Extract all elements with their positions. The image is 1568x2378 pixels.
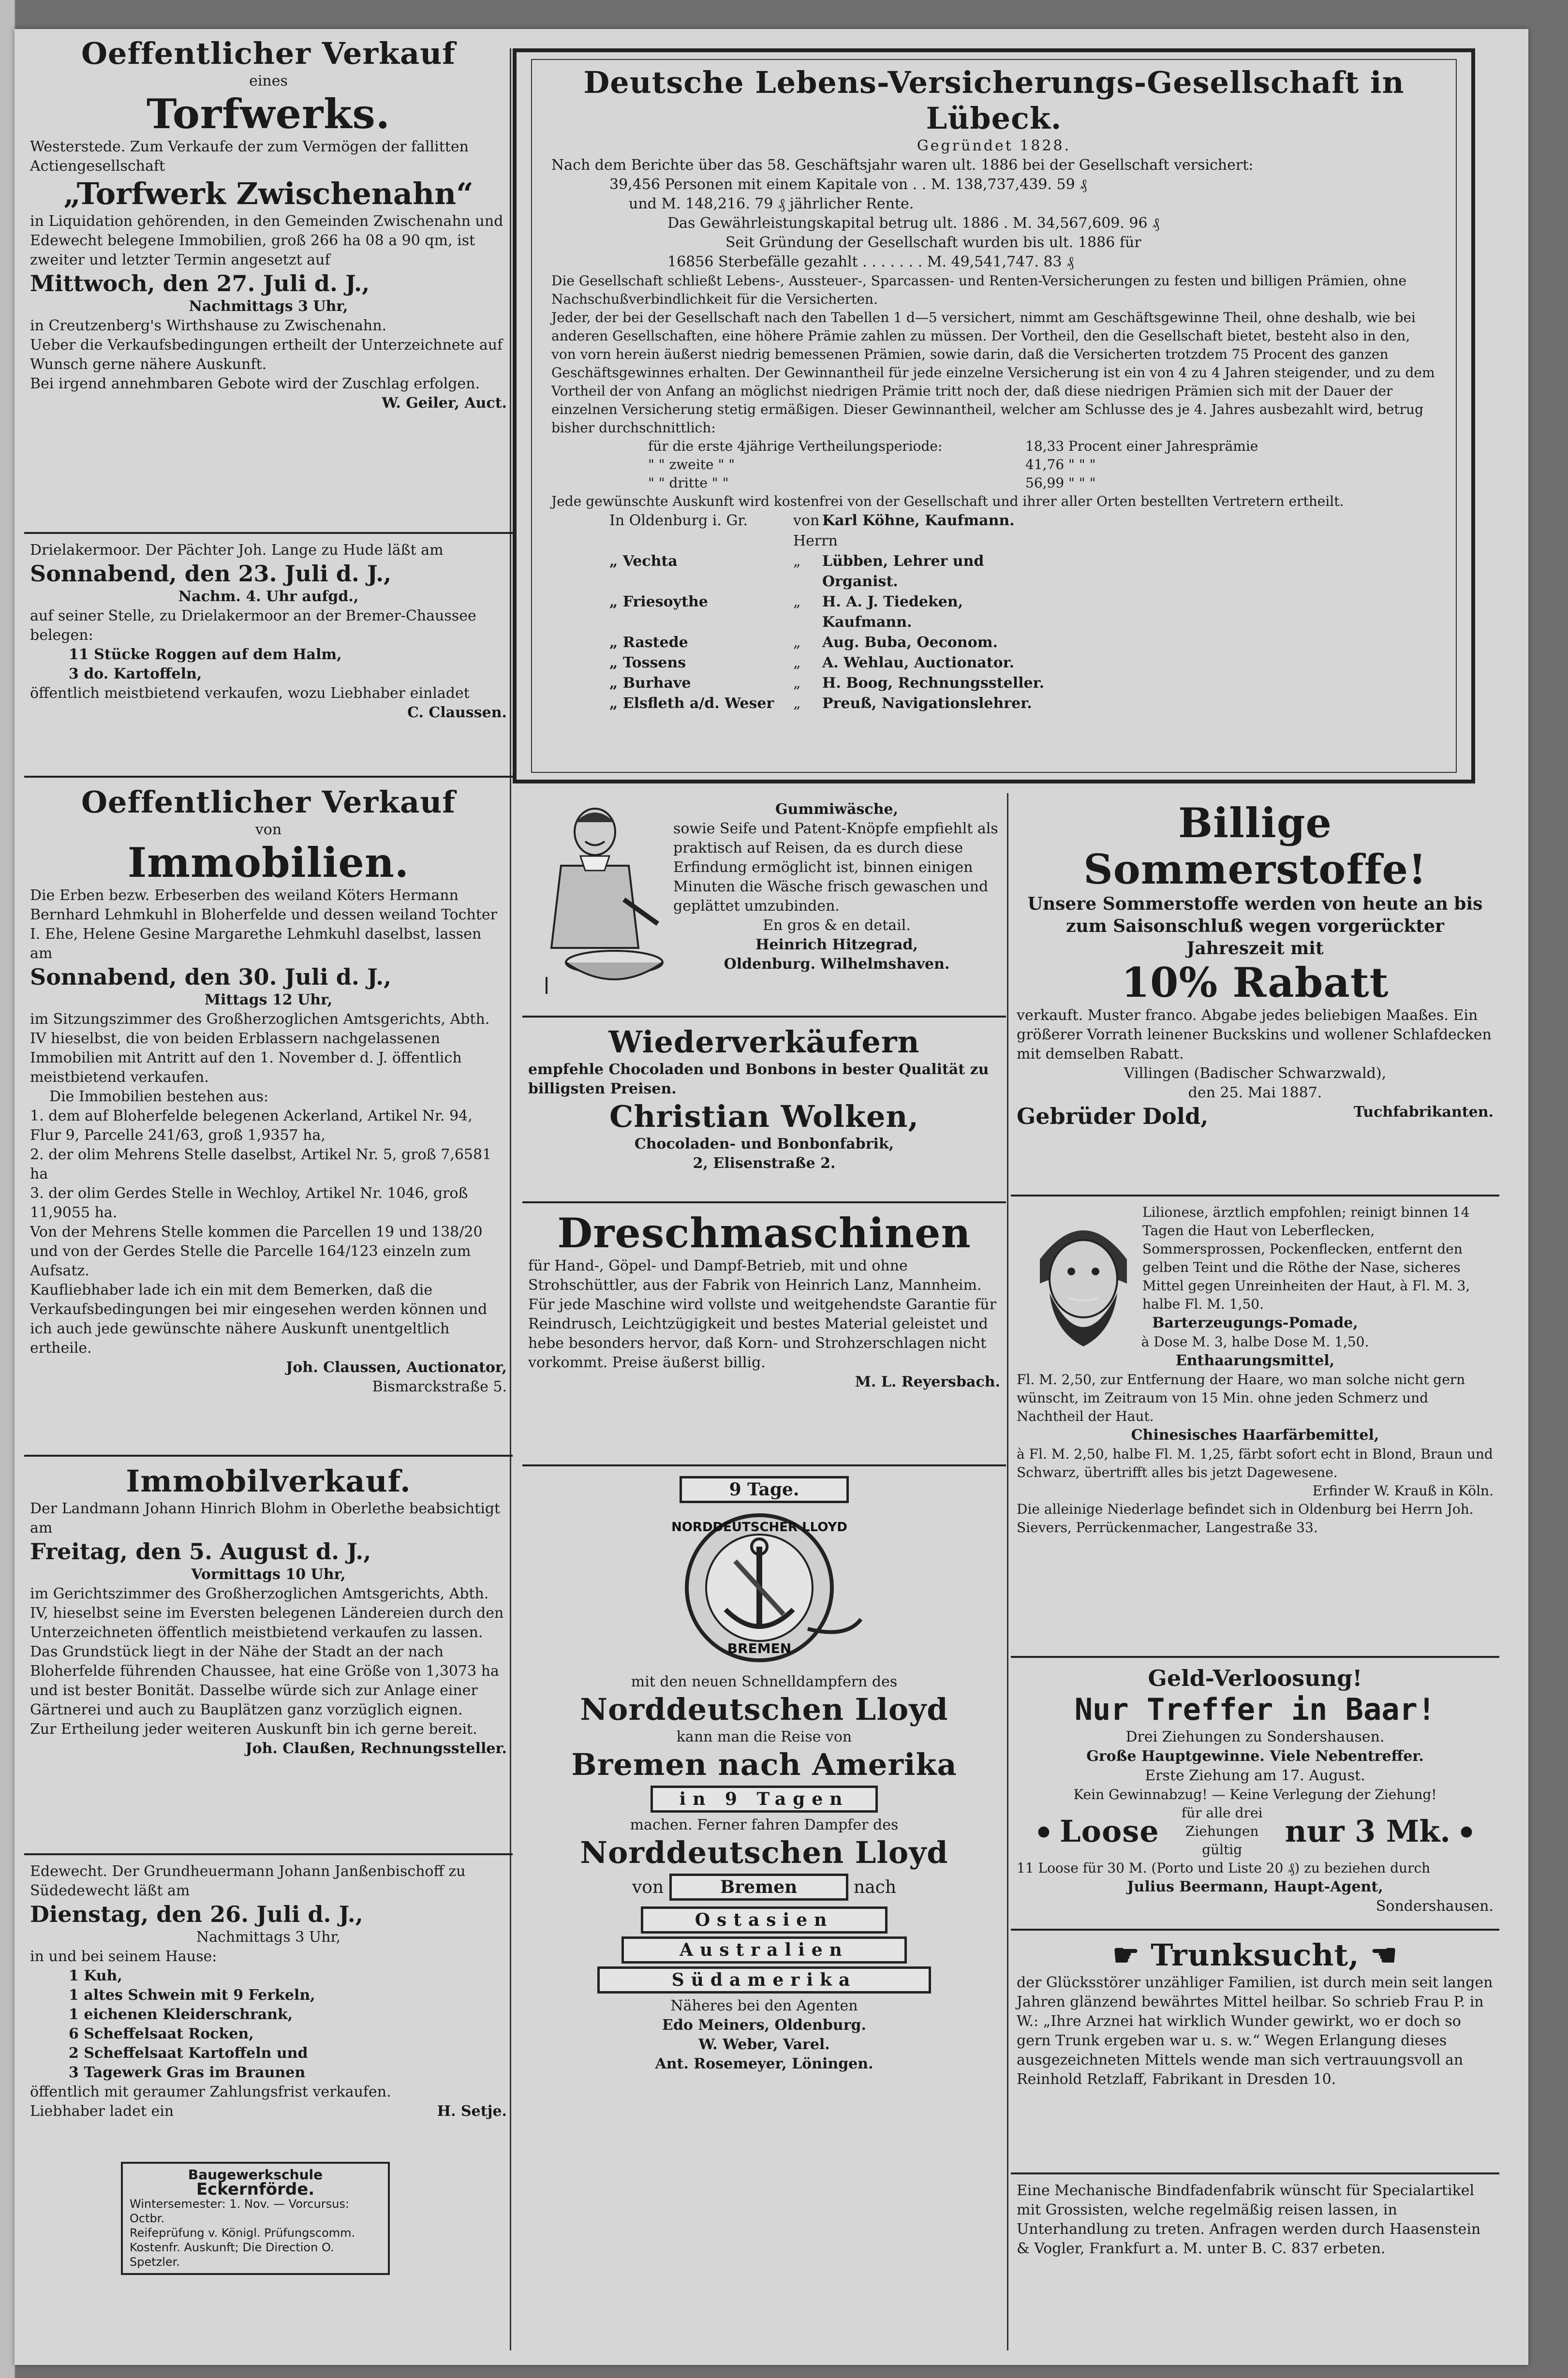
agent-place: „ Tossens [609,654,686,671]
school-name: Baugewerkschule [188,2167,323,2183]
list-item: 3 do. Kartoffeln, [69,665,202,682]
ad-immobilverkauf [24,1457,513,1853]
paragraph: Jede gewünschte Auskunft wird kostenfrei von der Gesellschaft und ihrer aller Orten bestellten Vertretern ertheilt. [551,493,1344,509]
paragraph: Zur Ertheilung jeder weiteren Auskunft bin ich gerne bereit. [30,1721,477,1738]
rate-label: " " zweite " " [648,457,735,473]
right-column [1011,793,1499,2365]
agents-list [609,511,1436,714]
agent-sep: „ [793,654,801,671]
agent-name: A. Wehlau, Auctionator. [822,654,1015,671]
paragraph: im Sitzungszimmer des Großherzoglichen Amtsgerichts, Abth. IV hieselbst, die von beiden Erblassern nachgelassenen Immobilien mit Antritt auf den 1. November d. J. öffentlich meistbietend verkaufen. [30,1011,490,1086]
paragraph [30,2102,507,2121]
paragraph: in Creutzenberg's Wirthshause zu Zwischenahn. [30,317,387,334]
time-line: Nachmittags 3 Uhr, [196,1929,341,1946]
inventor: Erfinder W. Krauß in Köln. [1312,1483,1494,1499]
stat-line: 39,456 Personen mit einem Kapitale von . . M. 138,737,439. 59 ₰ [609,176,1087,193]
rate-value: 56,99 " " " [1025,475,1096,491]
ad-geld-verloosung [1011,1658,1499,1929]
paragraph: empfehle Chocoladen und Bonbons in bester Qualität zu billigsten Preisen. [528,1061,989,1097]
product-title: Enthaarungsmittel, [1175,1352,1335,1369]
paragraph: für Hand-, Göpel- und Dampf-Betrieb, mit und ohne Strohschüttler, aus der Fabrik von Heinrich Lanz, Mannheim. [528,1257,982,1294]
man-washing-illustration [527,803,672,996]
paragraph: sowie Seife und Patent-Knöpfe empfiehlt als praktisch auf Reisen, da es durch diese Erfindung ermöglicht ist, binnen einigen Minuten die Wäsche frisch gewaschen und geplättet umzubinden. [673,820,998,915]
address: Sondershausen. [1376,1898,1494,1915]
list-item: 1 altes Schwein mit 9 Ferkeln, [69,1987,315,2004]
agent-name: Lübben, Lehrer und Organist. [822,553,984,590]
product-title: Barterzeugungs-Pomade, [1152,1315,1358,1331]
school-town: Eckernförde. [196,2180,315,2199]
ad-dreschmaschinen [522,1203,1006,1464]
paragraph: in Liquidation gehörenden, in den Gemeinden Zwischenahn und Edewecht belegene Immobilien, groß 266 ha 08 a 90 qm, ist zweiter und letzter Termin angesetzt auf [30,213,503,268]
time-line: Nachmittags 3 Uhr, [189,298,348,315]
date-line: Mittwoch, den 27. Juli d. J., [30,270,370,296]
destination-box: Ostasien [641,1906,888,1934]
agent-sep: „ [793,675,801,692]
heading: Billige [1178,799,1332,847]
ad-trunksucht [1011,1931,1499,2172]
heading: Gummiwäsche, [775,801,899,818]
heading: Immobilverkauf. [126,1463,411,1499]
agent-place: „ Friesoythe [609,593,708,610]
paragraph: machen. Ferner fahren Dampfer des [630,1817,899,1833]
signature: C. Claussen. [407,704,507,721]
invite-text: Liebhaber ladet ein [30,2103,174,2120]
adjacent-page-edge [0,0,15,2378]
paragraph: Eine Mechanische Bindfadenfabrik wünscht für Specialartikel mit Grossisten, welche regelmäßig reisen lassen, in Unterhandlung zu treten. Anfragen werden durch Haasenstein & Vogler, Frankfurt a. M. unter B. C. 837 erbeten. [1017,2182,1481,2257]
signature: Julius Beermann, Haupt-Agent, [1127,1878,1383,1895]
ad-gummiwaesche [522,793,1006,1016]
list-item: 3. der olim Gerdes Stelle in Wechloy, Artikel Nr. 1046, groß 11,9055 ha. [30,1185,468,1221]
school-info: Kostenfr. Auskunft; Die Direction O. Spetzler. [130,2241,334,2269]
seal-text-bottom: BREMEN [727,1640,792,1656]
paragraph: öffentlich mit geraumer Zahlungsfrist verkaufen. [30,2083,391,2100]
stat-line: Nach dem Berichte über das 58. Geschäftsjahr waren ult. 1886 bei der Gesellschaft versichert: [551,157,1254,174]
ad-wiederverkaeufer [522,1018,1006,1201]
signature: W. Geiler, Auct. [382,395,507,412]
paragraph: Drei Ziehungen zu Sondershausen. [1125,1728,1385,1745]
rate-value: 41,76 " " " [1025,457,1096,473]
origin-box: Bremen [669,1874,848,1901]
signature: M. L. Reyersbach. [855,1374,1000,1390]
paragraph: Große Hauptgewinne. Viele Nebentreffer. [1086,1748,1424,1765]
ad-lilionese [1011,1196,1499,1656]
paragraph: Jeder, der bei der Gesellschaft nach den Tabellen 1 d—5 versichert, nimmt am Geschäftsgewinne Theil, ohne deshalb, wie bei anderen Gesellschaften, eine höhere Prämie zahlen zu müssen. Der Vortheil, den die Gesellschaft bietet, besteht also in den, von vorn herein äußerst niedrig bemessenen Prämien, sowie darin, daß die Versicherten trotzdem 75 Procent des ganzen Geschäftsgewinnes erhalten. Der Gewinnantheil für jede einzelne Versicherung ist ein von 4 zu 4 Jahren steigender, und zu dem Vortheil der von Anfang an möglichst niedrigen Prämie tritt noch der, daß diese niedrigen Prämien sich mit der Dauer der einzelnen Versicherung stetig ermäßigen. Dieser Gewinnantheil, welcher am Schlusse des je 4. Jahres ausbezahlt wird, betrug bisher durchschnittlich: [551,310,1435,436]
heading: Deutsche Lebens-Versicherungs-Gesellschaft in Lübeck. [583,65,1405,136]
days-box: 9 Tage. [680,1476,849,1503]
company-name: Norddeutschen Lloyd [580,1692,948,1727]
signature-line [1017,1103,1494,1130]
paragraph: mit den neuen Schnelldampfern des [631,1673,898,1690]
paragraph: im Gerichtszimmer des Großherzoglichen Amtsgerichts, Abth. IV, hieselbst seine im Eversten belegenen Ländereien durch den Unterzeichneten öffentlich meistbietend verkaufen zu lassen. [30,1585,504,1641]
paragraph: Das Grundstück liegt in der Nähe der Stadt an der nach Bloherfelde führenden Chaussee, hat eine Größe von 1,3073 ha und ist bester Bonität. Dasselbe würde sich zur Anlage einer Gärtnerei und auch zu Bauplätzen ganz vorzüglich eignen. [30,1643,499,1718]
rate-value: 18,33 Procent einer Jahresprämie [1025,438,1258,454]
rate-label: für die erste 4jährige Vertheilungsperiode: [648,438,943,454]
heading [1017,1937,1494,1973]
subline: En gros & en detail. [763,917,911,934]
paragraph: Ueber die Verkaufsbedingungen ertheilt der Unterzeichnete auf Wunsch gerne nähere Auskunft. [30,337,503,373]
price-line [1017,1804,1494,1859]
agent: Edo Meiners, Oldenburg. [662,2017,866,2034]
paragraph: der Glücksstörer unzähliger Familien, ist durch mein seit langen Jahren glänzend bewährtes Mittel heilbar. So schrieb Frau P. in W.: „Ihre Arznei hat wirklich Wunder gewirkt, wo er doch so gern Trunk ergeben war u. s. w.“ Wegen Erlangung dieses ausgezeichneten Mittels wende man sich vertrauungsvoll an Reinhold Retzlaff, Fabrikant in Dresden 10. [1017,1974,1493,2088]
paragraph: öffentlich meistbietend verkaufen, wozu Liebhaber einladet [30,685,470,702]
agent-sep: „ [793,553,801,570]
subline: Chocoladen- und Bonbonfabrik, [634,1136,894,1152]
paragraph: Bei irgend annehmbaren Gebote wird der Zuschlag erfolgen. [30,375,480,392]
list-item: 6 Scheffelsaat Rocken, [69,2025,254,2042]
company-name: Norddeutschen Lloyd [580,1835,948,1870]
paragraph: à Fl. M. 2,50, halbe Fl. M. 1,25, färbt sofort echt in Blond, Braun und Schwarz, übertrifft alles bis jetzt Dagewesene. [1017,1446,1493,1480]
agent-place: „ Vechta [609,553,678,570]
list-item: 11 Stücke Roggen auf dem Halm, [69,646,342,663]
column-divider [1007,793,1008,2350]
agent: Ant. Rosemeyer, Löningen. [655,2055,873,2072]
time-line: Mittags 12 Uhr, [204,991,333,1008]
school-box [121,2162,390,2275]
heading: Nur Treffer in Baar! [1074,1692,1436,1727]
bearded-man-portrait [1021,1206,1146,1351]
agent-name: Preuß, Navigationslehrer. [822,695,1032,712]
date-line: Sonnabend, den 23. Juli d. J., [30,561,392,587]
list-item: 3 Tagewerk Gras im Braunen [69,2064,306,2081]
heading: Dreschmaschinen [557,1209,971,1257]
left-column [24,29,513,2365]
list-item: 2. der olim Mehrens Stelle daselbst, Artikel Nr. 5, groß 7,6581 ha [30,1146,492,1182]
agent-name: Karl Köhne, Kaufmann. [822,512,1015,529]
ad-baugewerkschule [24,2155,513,2282]
subheading: eines [249,73,288,89]
ad-bindfaden [1011,2174,1499,2265]
address: Oldenburg. Wilhelmshaven. [724,956,950,973]
place-line: Villingen (Badischer Schwarzwald), [1124,1065,1387,1082]
route-line: Bremen nach Amerika [571,1747,957,1782]
agent-sep: „ [793,695,801,712]
seal-text-top: NORDDEUTSCHER LLOYD [671,1520,847,1535]
heading: Oeffentlicher Verkauf [81,36,456,71]
paragraph: Edewecht. Der Grundheuermann Johann Janßenbischoff zu Südedewecht läßt am [30,1863,466,1899]
paragraph: Lilionese, ärztlich empfohlen; reinigt binnen 14 Tagen die Haut von Leberflecken, Sommersprossen, Pockenflecken, entfernt den gelben Teint und die Röthe der Nase, sicheres Mittel gegen Unreinheiten der Haut, à Fl. M. 3, halbe Fl. M. 1,50. [1142,1204,1470,1312]
heading: Geld-Verloosung! [1148,1665,1362,1691]
time-line: Vormittags 10 Uhr, [191,1566,346,1583]
life-insurance-frame [531,59,1457,773]
destination-box: Südamerika [597,1966,931,1994]
bullet-icon: ● [1460,1823,1473,1840]
heading: Sommerstoffe! [1083,845,1427,893]
lots-validity: für alle drei Ziehungen gültig [1181,1805,1263,1858]
date-line: Freitag, den 5. August d. J., [30,1538,371,1565]
heading: Immobilien. [127,839,410,886]
signature: Joh. Claussen, Auctionator, [286,1359,507,1376]
middle-column [522,793,1006,2365]
date-line: den 25. Mai 1887. [1188,1084,1322,1101]
time-line: Nachm. 4. Uhr aufgd., [178,588,359,605]
agent: W. Weber, Varel. [698,2036,830,2053]
list-item: 2 Scheffelsaat Kartoffeln und [69,2045,308,2062]
heading: Wiederverkäufern [608,1024,920,1060]
company-name: Christian Wolken, [609,1099,919,1134]
company-name: „Torfwerk Zwischenahn“ [63,176,473,211]
lilionese-intro [1142,1203,1494,1314]
agent-name: Aug. Buba, Oeconom. [822,634,998,651]
bullet-icon: ● [1037,1823,1050,1840]
paragraph: kann man die Reise von [676,1728,852,1745]
agent-sep: „ [793,593,801,610]
school-info: Wintersemester: 1. Nov. — Vorcursus: Octbr. [130,2197,349,2225]
stat-line: 16856 Sterbefälle gezahlt . . . . . . . M. 49,541,747. 83 ₰ [667,253,1074,270]
paragraph: Die Gesellschaft schließt Lebens-, Aussteuer-, Sparcassen- und Renten-Versicherungen zu festen und billigen Prämien, ohne Nachschußverbindlichkeit für die Versicherten. [551,273,1407,307]
newspaper-page [15,29,1528,2365]
agent-place: „ Burhave [609,675,691,692]
paragraph: Fl. M. 2,50, zur Entfernung der Haare, wo man solche nicht gern wünscht, im Zeitraum von 15 Min. ohne jeden Schmerz und Nachtheil der Haut. [1017,1372,1465,1424]
ad-edewecht [24,1855,513,2155]
pointing-hand-icon: ☛ [1112,1937,1140,1973]
rate-label: " " dritte " " [648,475,729,491]
ad-life-insurance [513,48,1475,783]
date-line: Dienstag, den 26. Juli d. J., [30,1901,363,1927]
paragraph: à Dose M. 3, halbe Dose M. 1,50. [1141,1334,1369,1350]
anchor-key-seal-icon [663,1508,866,1668]
paragraph: Kaufliebhaber lade ich ein mit dem Bemerken, daß die Verkaufsbedingungen bei mir eingesehen werden können und ich auch jede gewünschte nähere Auskunft unentgeltlich ertheile. [30,1282,488,1357]
paragraph: Erste Ziehung am 17. August. [1145,1767,1365,1784]
gummi-text [673,800,1000,974]
subheading: von [255,821,282,838]
ad-immobilien [24,778,513,1455]
list-item: 1. dem auf Bloherfelde belegenen Ackerland, Artikel Nr. 94, Flur 9, Parcelle 241/63, groß 1,9357 ha, [30,1108,473,1144]
agent-place: „ Rastede [609,634,688,651]
address: 2, Elisenstraße 2. [693,1155,836,1172]
list-heading: Die Immobilien bestehen aus: [49,1088,269,1105]
ad-norddeutscher-lloyd [522,1466,1006,2081]
rates-table [648,437,1436,492]
school-info: Reifeprüfung v. Königl. Prüfungscomm. [130,2226,355,2240]
agent-sep: von Herrn [793,512,838,549]
agent-place: „ Elsfleth a/d. Weser [609,695,774,712]
heading: Torfwerks. [146,90,391,138]
paragraph: Die alleinige Niederlage befindet sich in Oldenburg bei Herrn Joh. Sievers, Perrückenmacher, Langestraße 33. [1017,1501,1474,1536]
paragraph: in und bei seinem Hause: [30,1948,217,1965]
paragraph: Kein Gewinnabzug! — Keine Verlegung der Ziehung! [1073,1787,1437,1802]
destination-box: Australien [621,1936,907,1964]
stat-line: Seit Gründung der Gesellschaft wurden bis ult. 1886 für [725,234,1141,251]
agent-sep: „ [793,634,801,651]
agent-name: H. Boog, Rechnungssteller. [822,675,1045,692]
paragraph: 11 Loose für 30 M. (Porto und Liste 20 ₰) zu beziehen durch [1017,1860,1431,1876]
stat-line: und M. 148,216. 79 ₰ jährlicher Rente. [629,195,914,212]
paragraph: Für jede Maschine wird vollste und weitgehendste Garantie für Reindrusch, Leichtzügigkeit und bestes Material geleistet und hebe besonders hervor, daß Korn- und Strohzerschlagen nicht vorkommt. Preise äußerst billig. [528,1296,997,1371]
paragraph: Näheres bei den Agenten [670,1997,858,2014]
list-item: 1 Kuh, [69,1967,122,1984]
heading-text: Trunksucht, [1151,1937,1360,1973]
discount: 10% Rabatt [1121,959,1389,1006]
paragraph: verkauft. Muster franco. Abgabe jedes beliebigen Maaßes. Ein größerer Vorrath leinener Buckskins und wollener Schlafdecken mit demselben Rabatt. [1017,1007,1492,1063]
ad-torfwerk [24,29,513,532]
lots-label: Loose [1060,1814,1159,1849]
paragraph: Drielakermoor. Der Pächter Joh. Lange zu Hude läßt am [30,542,444,559]
list-item: 1 eichenen Kleiderschrank, [69,2006,293,2023]
heading: Oeffentlicher Verkauf [81,784,456,820]
paragraph: Von der Mehrens Stelle kommen die Parcellen 19 und 138/20 und von der Gerdes Stelle die Parcelle 164/123 einzeln zum Aufsatz. [30,1224,483,1279]
paragraph: Unsere Sommerstoffe werden von heute an bis zum Saisonschluß wegen vorgerückter Jahreszeit mit [1027,894,1483,959]
signature: Gebrüder Dold, [1017,1103,1209,1129]
route-from [528,1871,1000,1904]
ad-drielakermoor [24,534,513,776]
signature: H. Setje. [437,2103,507,2120]
agent-place: In Oldenburg i. Gr. [609,512,748,529]
pointing-hand-icon: ☚ [1370,1937,1398,1973]
to-label: nach [854,1877,897,1897]
product-title: Chinesisches Haarfärbemittel, [1131,1427,1379,1444]
duration-box: in 9 Tagen [651,1786,878,1813]
signature: Joh. Claußen, Rechnungssteller. [245,1740,507,1757]
from-label: von [632,1877,664,1897]
date-line: Sonnabend, den 30. Juli d. J., [30,964,392,990]
stat-line: Das Gewährleistungskapital betrug ult. 1886 . M. 34,567,609. 96 ₰ [667,215,1160,232]
paragraph: Westerstede. Zum Verkaufe der zum Vermögen der fallitten Actiengesellschaft [30,138,469,175]
founded-line: Gegründet 1828. [917,137,1071,154]
agent-name: H. A. J. Tiedeken, Kaufmann. [822,593,963,631]
signature-title: Tuchfabrikanten. [1353,1104,1494,1121]
company-name: Heinrich Hitzegrad, [755,936,918,953]
paragraph: Die Erben bezw. Erbeserben des weiland Köters Hermann Bernhard Lehmkuhl in Bloherfelde und dessen weiland Tochter I. Ehe, Helene Gesine Margarethe Lehmkuhl daselbst, lassen am [30,887,497,962]
ad-sommerstoffe [1011,793,1499,1195]
paragraph: auf seiner Stelle, zu Drielakermoor an der Bremer-Chaussee belegen: [30,607,476,644]
address: Bismarckstraße 5. [372,1378,507,1395]
paragraph: Der Landmann Johann Hinrich Blohm in Oberlethe beabsichtigt am [30,1500,501,1536]
lots-price: nur 3 Mk. [1285,1814,1450,1849]
